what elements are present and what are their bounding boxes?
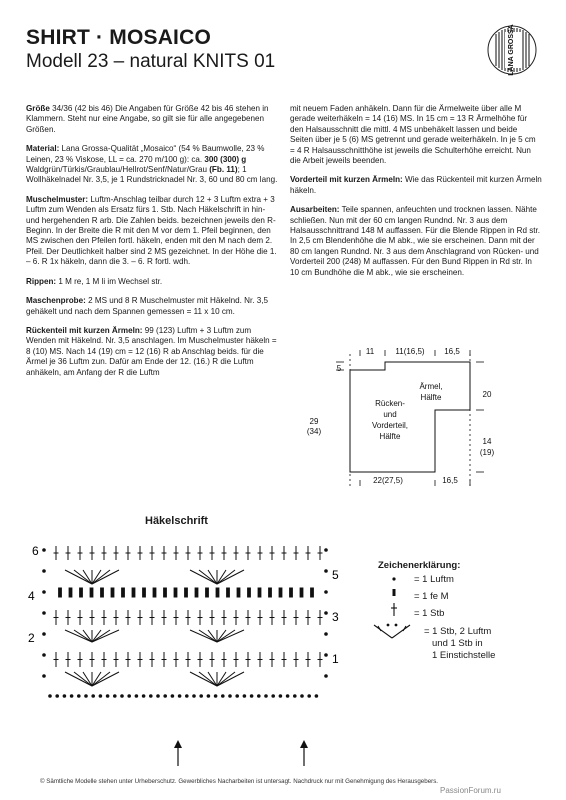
chain-dot (315, 695, 318, 698)
material-label: Material: (26, 144, 60, 154)
chain-dot (135, 695, 138, 698)
single-crochet-mark (143, 588, 146, 597)
end-arrow-head (300, 740, 308, 748)
single-crochet-mark (248, 588, 251, 597)
turning-chain-dot (43, 591, 46, 594)
chain-dot (200, 695, 203, 698)
chain-dot (214, 695, 217, 698)
chain-dot (272, 695, 275, 698)
maschenprobe-text: 2 MS und 8 R Muschelmuster mit Häkelnd. Nr. 3,5 gehäkelt und nach dem Spannen gemessen = 11 x 10 cm. (26, 296, 269, 316)
v-stitch-fan-line (217, 570, 235, 584)
ausarb-paragraph (290, 205, 542, 278)
dim-top-165: 16,5 (444, 347, 460, 356)
ruecken-text: 99 (123) Luftm + 3 Luftm zum Wenden mit Häkelnd. Nr. 3,5 anschlagen. Im Muschelmuster häkeln = 8 (10) MS. Nach 14 (19) cm = 12 (16) R ab Anschlag beids. für die Ärmel je 36 Luftm zun. Dafür am Ende der 12. (16.) R die Luftm anhäkeln, am Anfang der R die Luftm (26, 325, 277, 377)
legend-symbols (370, 572, 430, 672)
turning-chain-dot (325, 570, 328, 573)
chain-dot (279, 695, 282, 698)
groesse-text: 34/36 (42 bis 46) Die Angaben für Größe 42 bis 46 stehen in Klammern. Steht nur eine Angabe, so gilt sie für alle angegebenen Größen. (26, 104, 269, 134)
dim-bottom-165: 16,5 (442, 476, 458, 485)
single-crochet-mark (195, 588, 198, 597)
chain-dot (178, 695, 181, 698)
material-text-3: ; 1 Wollhäkelnadel Nr. 3,5, je 1 Rundstricknadel Nr. 3, 60 und 80 cm lang. (26, 165, 278, 185)
chain-dot (236, 695, 239, 698)
row-label-2: 2 (28, 631, 35, 645)
body-label-2: und (383, 410, 397, 419)
turning-chain-dot (43, 675, 46, 678)
v-stitch-fan-line (74, 570, 92, 584)
v-stitch-fan-line (74, 672, 92, 686)
legend-vstitch-label-2: und 1 Stb in (432, 638, 483, 649)
turning-chain-dot (325, 612, 328, 615)
chain-dot (164, 695, 167, 698)
lana-grossa-logo (487, 24, 537, 76)
single-crochet-mark (206, 588, 209, 597)
single-crochet-icon (393, 589, 396, 596)
legend-title: Zeichenerklärung: (378, 560, 461, 571)
single-crochet-mark (80, 588, 83, 597)
chain-dot (142, 695, 145, 698)
chain-dot (78, 695, 81, 698)
muschel-paragraph (26, 195, 278, 268)
rippen-paragraph (26, 277, 278, 287)
v-stitch-fan-line (217, 630, 235, 642)
legend-dc-label: = 1 Stb (414, 608, 445, 619)
single-crochet-mark (269, 588, 272, 597)
single-crochet-mark (311, 588, 314, 597)
single-crochet-mark (258, 588, 261, 597)
v-stitch-fan-line (92, 630, 110, 642)
chain-dot (114, 695, 117, 698)
turning-chain-dot (43, 549, 46, 552)
chain-dot (171, 695, 174, 698)
material-paragraph (26, 144, 278, 186)
single-crochet-mark (300, 588, 303, 597)
single-crochet-mark (69, 588, 72, 597)
start-arrow-head (174, 740, 182, 748)
dim-top-11: 11 (365, 347, 375, 356)
v-stitch-fan-line (92, 672, 110, 686)
turning-chain-dot (325, 654, 328, 657)
chain-dot (92, 695, 95, 698)
chain-dot (193, 695, 196, 698)
turning-chain-dot (325, 675, 328, 678)
chain-dot (308, 695, 311, 698)
continuation-paragraph: mit neuem Faden anhäkeln. Dann für die Ärmelweite über alle M gerade weiterhäkeln = 14 (16) MS. In 15 cm = 13 R Ärmelhöhe für den Halsausschnitt die mittl. 4 MS unbehäkelt lassen und beide Seiten über je 5 (6) MS getrennt und gerade weiterhäkeln. In je 5 cm = 4 R Halsausschnitthöhe ist jeweils die Schulterhöhe erreicht. Nun die Arbeit jeweils beenden. (290, 104, 536, 166)
arm-label-2: Hälfte (420, 393, 442, 402)
dim-right-20: 20 (482, 390, 492, 399)
chain-dot (258, 695, 261, 698)
dim-top-mid: 11(16,5) (395, 347, 425, 356)
chain-dot (99, 695, 102, 698)
v-stitch-fan-line (92, 570, 110, 584)
v-stitch-fan-line (74, 630, 92, 642)
turning-chain-dot (43, 570, 46, 573)
row-label-1: 1 (332, 652, 339, 666)
chain-dot (157, 695, 160, 698)
ruecken-paragraph (26, 326, 278, 378)
turning-chain-dot (43, 654, 46, 657)
material-color: (Fb. 11) (209, 165, 238, 175)
chain-dot (106, 695, 109, 698)
single-crochet-mark (227, 588, 230, 597)
maschenprobe-label: Maschenprobe: (26, 296, 86, 306)
row-label-3: 3 (332, 610, 339, 624)
row-label-4: 4 (28, 589, 35, 603)
v-stitch-fan-line (217, 672, 235, 686)
single-crochet-mark (216, 588, 219, 597)
chain-dot (250, 695, 253, 698)
legend-sc-label: = 1 fe M (414, 591, 449, 602)
body-label-3: Vorderteil, (371, 421, 409, 430)
vorder-text: Wie das Rückenteil mit kurzen Ärmeln häkeln. (290, 175, 542, 195)
chain-dot (243, 695, 246, 698)
row-label-6: 6 (32, 544, 39, 558)
chain-dot (128, 695, 131, 698)
legend (370, 560, 550, 670)
chain-dot (63, 695, 66, 698)
turning-chain-dot (325, 633, 328, 636)
legend-vstitch-label-3: 1 Einstichstelle (432, 650, 496, 661)
ruecken-label: Rückenteil mit kurzen Ärmeln: (26, 325, 143, 335)
single-crochet-mark (153, 588, 156, 597)
dim-left-29: 29 (309, 417, 319, 426)
chain-dot (294, 695, 297, 698)
rippen-text: 1 M re, 1 M li im Wechsel str. (56, 276, 163, 286)
v-stitch-icon (374, 624, 410, 638)
single-crochet-mark (59, 588, 62, 597)
dim-left-5: 5 (336, 364, 342, 373)
vorder-label: Vorderteil mit kurzen Ärmeln: (290, 175, 403, 185)
chart-title: Häkelschrift (145, 515, 208, 527)
material-amount: 300 (300) g (204, 154, 247, 164)
v-stitch-fan-line (199, 570, 217, 584)
chain-dot (85, 695, 88, 698)
chain-dot (286, 695, 289, 698)
legend-chain-label: = 1 Luftm (414, 574, 454, 585)
chain-dot (207, 695, 210, 698)
dim-right-14: 14 (482, 437, 492, 446)
single-crochet-mark (290, 588, 293, 597)
chain-dot (121, 695, 124, 698)
row-label-5: 5 (332, 568, 339, 582)
vorder-paragraph (290, 175, 542, 196)
single-crochet-mark (185, 588, 188, 597)
turning-chain-dot (43, 633, 46, 636)
chain-dot (301, 695, 304, 698)
garment-schematic (300, 340, 550, 500)
muschel-label: Muschelmuster: (26, 194, 89, 204)
single-crochet-mark (174, 588, 177, 597)
single-crochet-mark (132, 588, 135, 597)
material-text-2: Waldgrün/Türkis/Graublau/Hellrot/Senf/Natur/Grau (26, 165, 210, 175)
crochet-chart (22, 530, 357, 780)
logo-text: LANA GROSSA (508, 24, 515, 76)
single-crochet-mark (90, 588, 93, 597)
dim-right-19: (19) (479, 448, 495, 457)
chain-dot (70, 695, 73, 698)
chain-dot (186, 695, 189, 698)
double-crochet-icon (391, 603, 397, 616)
groesse-label: Größe (26, 104, 50, 113)
copyright-footer: © Sämtliche Modelle stehen unter Urheberschutz. Gewerbliches Nacharbeiten ist untersagt. Nachdruck nur mit Genehmigung des Herausgebers. (40, 778, 439, 785)
material-text-1: Lana Grossa-Qualität „Mosaico“ (54 % Baumwolle, 23 % Leinen, 23 % Viskose, LL = ca. 270 m/100 g): ca. (26, 144, 265, 164)
turning-chain-dot (325, 591, 328, 594)
chain-dot (56, 695, 59, 698)
ausarb-text: Teile spannen, anfeuchten und trocknen lassen. Nähte schließen. Nun mit der 60 cm langen Rundnd. Nr. 3 aus dem Halsausschnittrand 148 M auffassen. Für die Blende Rippen in Rd str. In 2,5 cm Blendenhöhe die M abk., wie sie erscheinen. Dann mit der 80 cm langen Rundnd. Nr. 3 aus dem Anschlagrand von Rücken- und Vorderteil 200 (248) M auffassen. Für den Bund Rippen in Rd str. In 10 cm Bundhöhe die M abk., wie sie erscheinen. (290, 205, 540, 277)
muschel-text: Luftm-Anschlag teilbar durch 12 + 3 Luftm extra + 3 Luftm zum Wenden als Ersatz fürs 1. Stb. Nach Häkelschrift in hin- und hergehenden R arb. Die Zahlen beids. bezeichnen jeweils den R-Beginn. In der Breite die R mit den M vor dem 1. Pfeil beginnen, den MS zwischen den Pfeilen fortl. häkeln, enden mit den M nach dem 2. Pfeil. Der Deutlichkeit halber sind 2 MS gezeichnet. In der Höhe die 1. – 6. R 1x häkeln, dann die 3. – 6. R fortl. wdh. (26, 194, 277, 267)
single-crochet-mark (101, 588, 104, 597)
page-subtitle: Modell 23 – natural KNITS 01 (26, 51, 276, 72)
chain-dot (265, 695, 268, 698)
chain-stitch-icon (392, 577, 395, 580)
legend-vstitch-label-1: = 1 Stb, 2 Luftm (424, 626, 492, 637)
maschenprobe-paragraph (26, 296, 278, 317)
single-crochet-mark (164, 588, 167, 597)
turning-chain-dot (43, 612, 46, 615)
rippen-label: Rippen: (26, 276, 57, 286)
left-column (26, 104, 278, 387)
single-crochet-mark (279, 588, 282, 597)
chain-dot (150, 695, 153, 698)
turning-chain-dot (325, 549, 328, 552)
single-crochet-mark (111, 588, 114, 597)
chain-dot (222, 695, 225, 698)
chain-dot (229, 695, 232, 698)
page-title: SHIRT · MOSAICO (26, 26, 211, 49)
body-label-1: Rücken- (375, 399, 405, 408)
dim-bottom-22: 22(27,5) (373, 476, 403, 485)
single-crochet-mark (237, 588, 240, 597)
groesse-paragraph (26, 104, 278, 135)
v-stitch-fan-line (199, 630, 217, 642)
chain-dot (49, 695, 52, 698)
arm-label-1: Ärmel, (419, 382, 443, 391)
v-stitch-fan-line (199, 672, 217, 686)
single-crochet-mark (122, 588, 125, 597)
ausarb-label: Ausarbeiten: (290, 205, 340, 215)
body-label-4: Hälfte (379, 432, 401, 441)
right-column (290, 104, 542, 287)
dim-left-34: (34) (306, 427, 322, 436)
watermark: PassionForum.ru (440, 786, 501, 795)
